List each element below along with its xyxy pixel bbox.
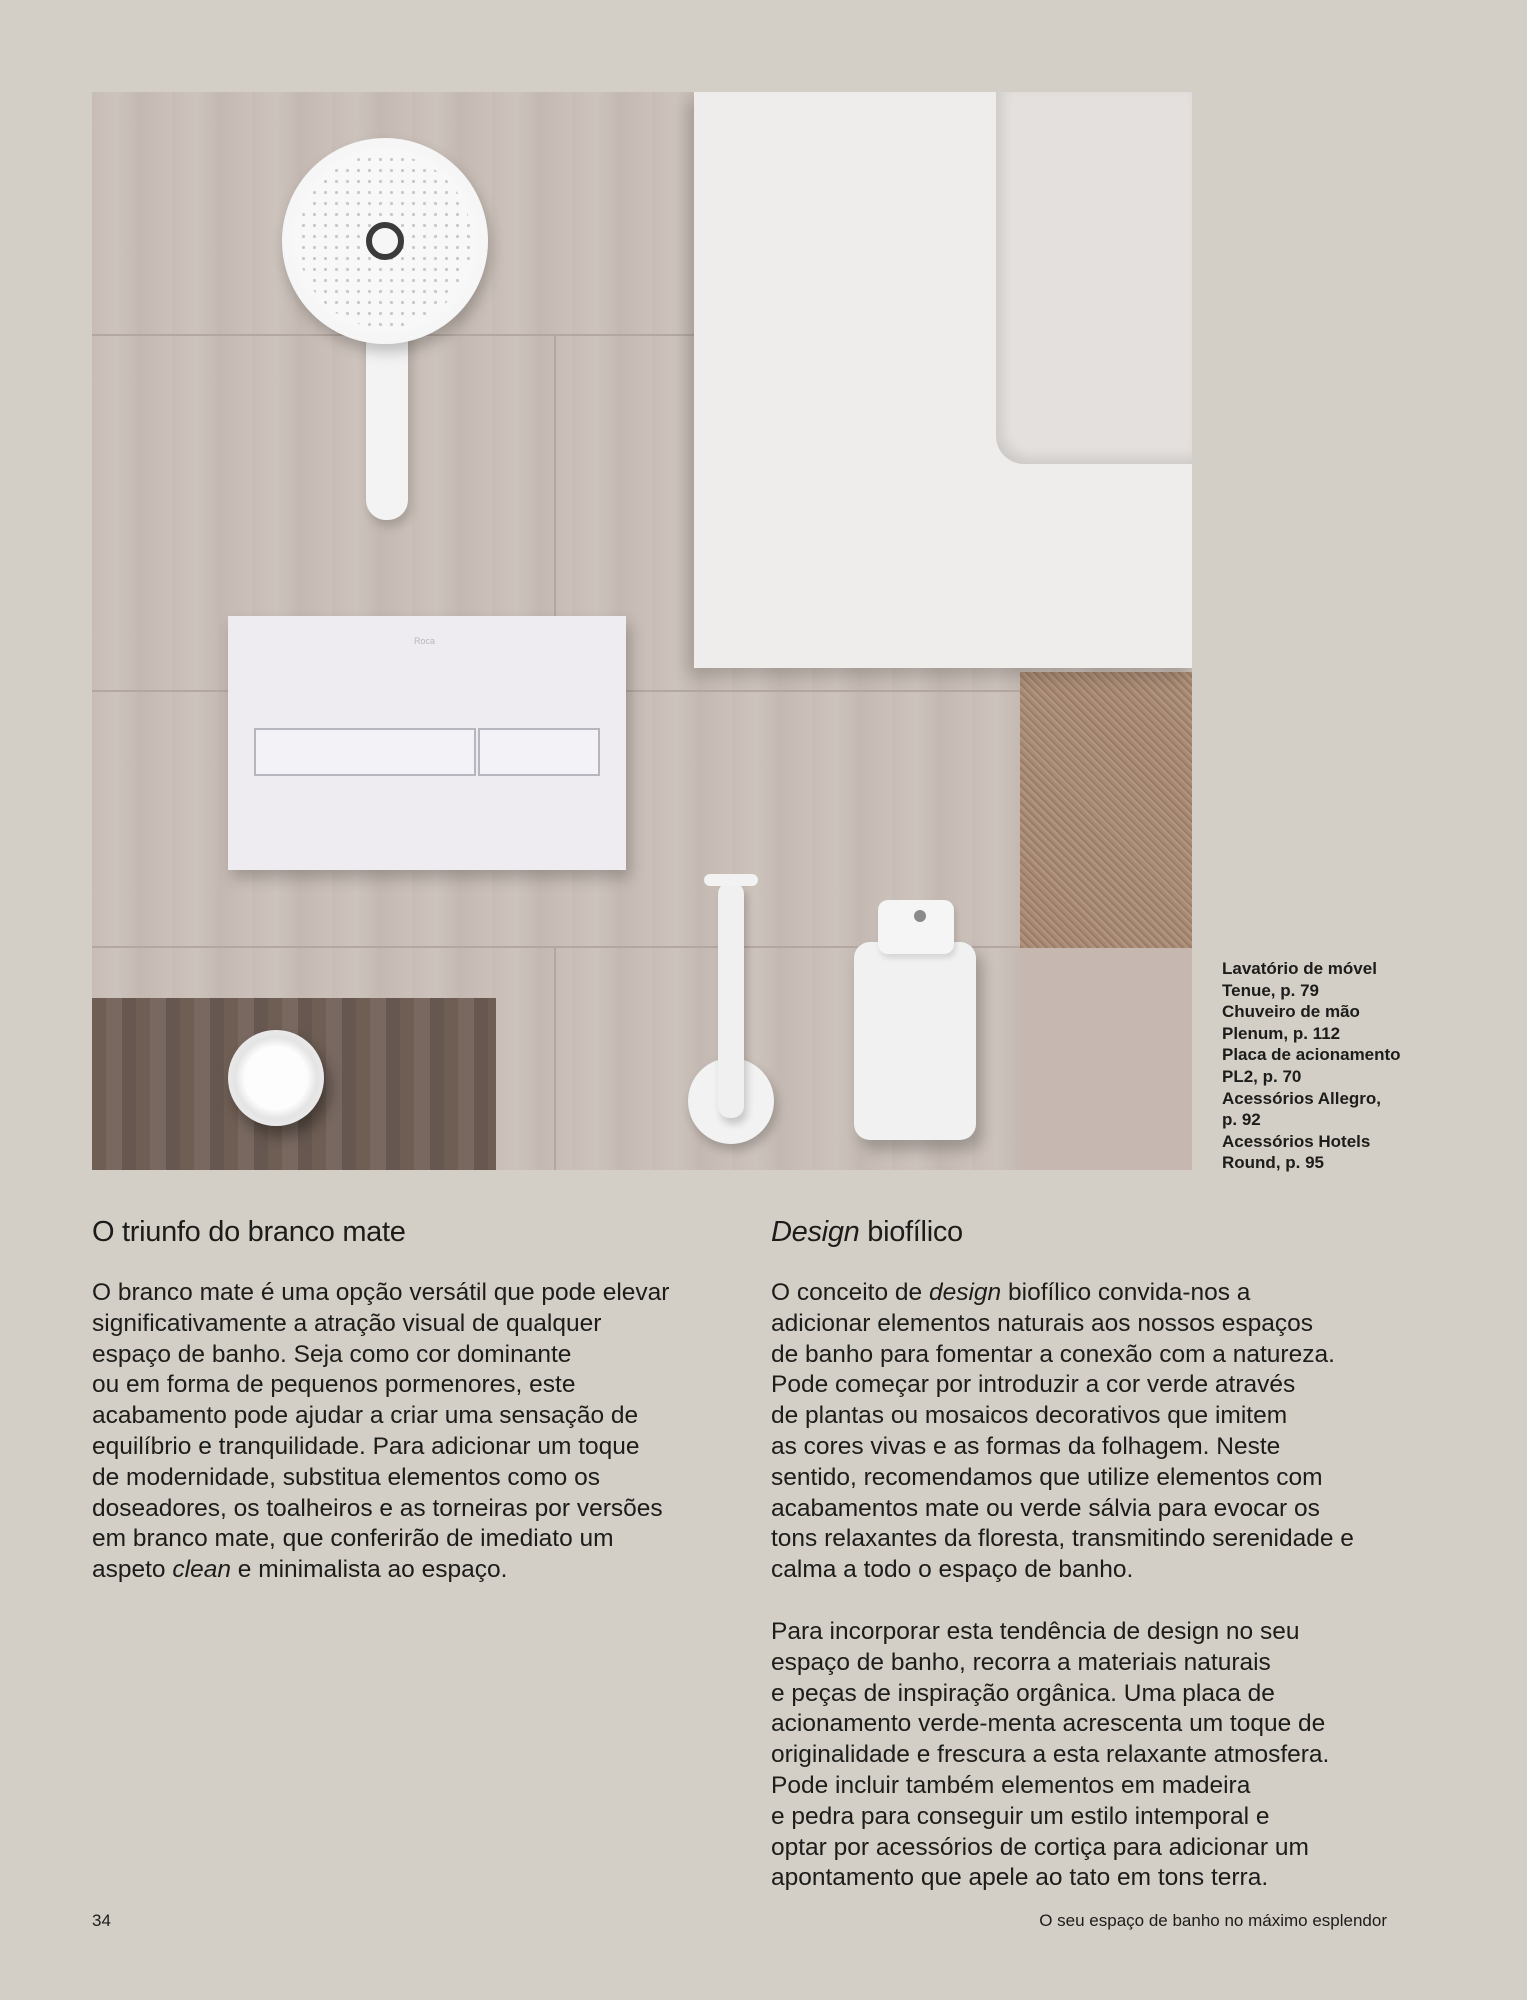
cork-sample [1020,672,1192,948]
heading-italic-term: Design [771,1216,860,1248]
flush-button-full [254,728,476,776]
soap-dispenser [854,942,976,1140]
caption-line: Round, p. 95 [1222,1153,1324,1173]
paragraph-line: O branco mate é uma opção versátil que pode elevar [92,1279,670,1306]
washbasin [694,92,1192,668]
paragraph-line [771,1278,1354,1309]
brand-logo: Roca [414,636,436,646]
caption-line: PL2, p. 70 [1222,1066,1302,1086]
caption-line: Acessórios Allegro, [1222,1088,1382,1108]
shower-handle [366,324,408,520]
paragraph-line: acabamento pode ajudar a criar uma sensação de [92,1402,639,1430]
section-heading-matte-white: O triunfo do branco mate [92,1216,406,1248]
page-number: 34 [92,1911,111,1930]
product-photo [92,92,1192,1170]
paragraph-line: adicionar elementos naturais aos nossos espaços [771,1309,1314,1337]
paragraph-line: espaço de banho. Seja como cor dominante [92,1340,572,1368]
paragraph-line: tons relaxantes da floresta, transmitindo serenidade e [771,1525,1354,1553]
text-run: biofílico convida-nos a [1001,1279,1251,1306]
text-run: aspeto [92,1556,173,1584]
soap-dispenser-pump [878,900,954,954]
tile-sample [1020,948,1192,1170]
paragraph-line: calma a todo o espaço de banho. [771,1556,1134,1584]
paragraph-line: originalidade e frescura a esta relaxante atmosfera. [771,1741,1330,1769]
flush-plate [228,616,626,870]
paragraph-line: espaço de banho, recorra a materiais naturais [771,1648,1271,1676]
italic-term: design [928,1279,1002,1306]
italic-term: clean [172,1556,231,1584]
shower-center-nozzle [366,222,404,260]
paragraph-line: e pedra para conseguir um estilo intemporal e [771,1802,1270,1830]
paragraph-line: Pode incluir também elementos em madeira [771,1771,1251,1799]
paragraph-line [92,1555,669,1586]
caption-line: p. 92 [1222,1110,1261,1130]
caption-line: Chuveiro de mão [1222,1002,1360,1022]
caption-line: Plenum, p. 112 [1222,1023,1341,1043]
washbasin-bowl [996,92,1192,464]
matte-white-paragraph [92,1278,669,1586]
paragraph-line: equilíbrio e tranquilidade. Para adicionar um toque [92,1432,640,1460]
text-run: O conceito de [771,1279,929,1306]
paragraph-line: Pode começar por introduzir a cor verde através [771,1371,1296,1399]
paragraph-line: em branco mate, que conferirão de imediato um [92,1525,614,1553]
paragraph-line: acionamento verde-menta acrescenta um toque de [771,1710,1326,1738]
accessory-bowl [228,1030,324,1126]
paragraph-line: de banho para fomentar a conexão com a natureza. [771,1340,1335,1368]
biophilic-paragraph-1 [771,1278,1354,1586]
paper-holder-cap [704,874,758,886]
paragraph-line: acabamentos mate ou verde sálvia para evocar os [771,1494,1320,1522]
section-heading-biophilic-design [771,1216,963,1249]
caption-line: Placa de acionamento [1222,1045,1401,1065]
paragraph-line: Para incorporar esta tendência de design no seu [771,1618,1300,1645]
paragraph-line: apontamento que apele ao tato em tons terra. [771,1864,1269,1892]
running-title: O seu espaço de banho no máximo esplendor [1039,1911,1387,1930]
caption-line: Tenue, p. 79 [1222,980,1319,1000]
paragraph-line: de plantas ou mosaicos decorativos que imitem [771,1402,1288,1430]
paragraph-line: e peças de inspiração orgânica. Uma placa de [771,1679,1275,1707]
paragraph-line: ou em forma de pequenos pormenores, este [92,1371,576,1399]
pump-outlet [914,910,926,922]
paragraph-line: doseadores, os toalheiros e as torneiras por versões [92,1494,663,1522]
paragraph-line: as cores vivas e as formas da folhagem. Neste [771,1432,1281,1460]
text-run: e minimalista ao espaço. [230,1556,508,1584]
heading-rest: biofílico [859,1216,963,1248]
paragraph-line: sentido, recomendamos que utilize elementos com [771,1463,1323,1491]
paragraph-line: de modernidade, substitua elementos como os [92,1463,600,1491]
flush-button-half [478,728,600,776]
caption-line: Acessórios Hotels [1222,1131,1371,1151]
floor-plank-seam [554,946,556,1170]
biophilic-paragraph-2 [771,1617,1329,1894]
paragraph-line: optar por acessórios de cortiça para adicionar um [771,1833,1309,1861]
hand-shower [282,138,488,344]
photo-caption [1222,958,1442,1174]
paper-holder-stem [718,882,744,1118]
paragraph-line: significativamente a atração visual de qualquer [92,1309,602,1337]
caption-line: Lavatório de móvel [1222,959,1377,978]
